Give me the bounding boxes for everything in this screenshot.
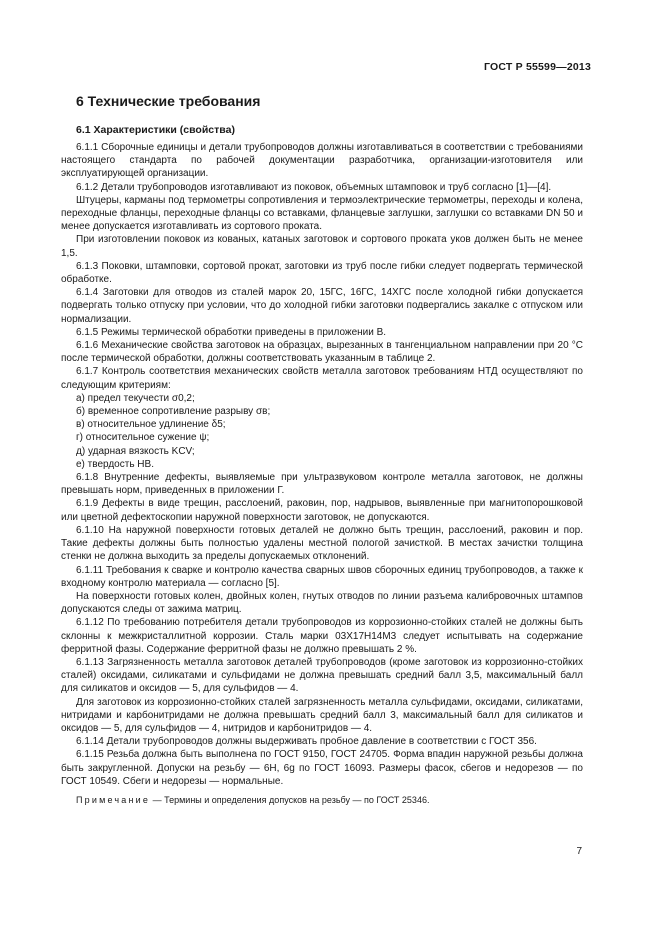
list-item-e: д) ударная вязкость KCV; — [76, 445, 195, 457]
paragraph-6-1-13: 6.1.13 Загрязненность металла заготовок деталей трубопроводов (кроме заготовок из коррозионно-стойких сталей) оксидами, силикатами и сульфидами не должна превышать средний балл 3,5, максимальный балл для силикатов и оксидов — 5, для сульфидов — 4. — [61, 656, 583, 695]
paragraph-6-1-4: 6.1.4 Заготовки для отводов из сталей марок 20, 15ГС, 16ГС, 14ХГС после холодной гибки допускается подвергать только отпуску при условии, что до холодной гибки заготовки подвергались закалке с отпуском или нормализации. — [61, 287, 583, 325]
paragraph-6-1-12: 6.1.12 По требованию потребителя детали трубопроводов из коррозионно-стойких сталей не должны быть склонны к межкристаллитной коррозии. Сталь марки 03Х17Н14М3 следует испытывать на содержание ферритной фазы. Содержание ферритной фазы не должно превышать 2 %. — [61, 617, 583, 655]
list-item-a: а) предел текучести σ0,2; — [76, 392, 195, 404]
paragraph-6-1-9: 6.1.9 Дефекты в виде трещин, расслоений, раковин, пор, надрывов, выявленные при магнитопорошковой или цветной дефектоскопии наружной поверхности заготовок, не допускаются. — [61, 498, 583, 523]
paragraph-6-1-15: 6.1.15 Резьба должна быть выполнена по ГОСТ 9150, ГОСТ 24705. Форма впадин наружной резьбы должна быть закругленной. Допуски на резьбу — 6H, 6g по ГОСТ 16093. Размеры фасок, сбегов и недорезов — по ГОСТ 10549. Сбеги и недорезы — нормальные. — [61, 749, 583, 787]
list-item-d: г) относительное сужение ψ; — [76, 432, 210, 444]
paragraph-fittings: Штуцеры, карманы под термометры сопротивления и термоэлектрические термометры, переходы и колена, переходные фланцы, переходные фланцы со вставками, фланцевые заглушки, заглушки со вставками DN 50 и менее допускается изготавливать из сортового проката. — [61, 194, 583, 233]
paragraph-6-1-5: 6.1.5 Режимы термической обработки приведены в приложении В. — [76, 326, 387, 338]
note — [61, 794, 583, 807]
paragraph-6-1-3: 6.1.3 Поковки, штамповки, сортовой прокат, заготовки из труб после гибки следует подвергать термической обработке. — [61, 260, 583, 286]
document-code: ГОСТ Р 55599—2013 — [483, 61, 591, 73]
body-text — [61, 141, 583, 807]
paragraph-6-1-8: 6.1.8 Внутренние дефекты, выявляемые при ультразвуковом контроле металла заготовок, не должны превышать норм, приведенных в приложении Г. — [61, 472, 583, 497]
paragraph-forging-ratio: При изготовлении поковок из кованых, катаных заготовок и сортового проката уков должен быть не менее 1,5. — [61, 234, 583, 259]
paragraph-6-1-11: 6.1.11 Требования к сварке и контролю качества сварных швов сборочных единиц трубопроводов, а также к входному контролю материала — согласно [5]. — [61, 564, 583, 589]
paragraph-die-marks: На поверхности готовых колен, двойных колен, гнутых отводов по линии разъема калибровочных штампов допускаются следы от зажима матриц. — [61, 590, 583, 616]
paragraph-stainless-inclusions: Для заготовок из коррозионно-стойких сталей загрязненность металла сульфидами, оксидами, силикатами, нитридами и карбонитридами не должна превышать средний балл 3, максимальный балл для силикатов и оксидов — 5, для сульфидов — 4, нитридов и карбонитридов — 4. — [61, 696, 583, 734]
paragraph-6-1-6: 6.1.6 Механические свойства заготовок на образцах, вырезанных в тангенциальном направлении при 20 °С после термической обработки, должны соответствовать указанным в таблице 2. — [61, 340, 583, 365]
note-label: Примечание — [76, 794, 151, 805]
paragraph-6-1-14: 6.1.14 Детали трубопроводов должны выдерживать пробное давление в соответствии с ГОСТ 356. — [76, 736, 537, 748]
section-title: 6 Технические требования — [76, 93, 261, 109]
page-number: 7 — [576, 846, 582, 857]
list-item-c: в) относительное удлинение δ5; — [76, 419, 226, 431]
list-item-f: е) твердость HB. — [76, 458, 154, 470]
paragraph-6-1-10: 6.1.10 На наружной поверхности готовых деталей не должно быть трещин, расслоений, раковин и пор. Такие дефекты должны быть полностью удалены местной пологой зачисткой. В местах зачистки толщина стенки не должна выходить за пределы допускаемых отклонений. — [61, 524, 583, 563]
list-item-b: б) временное сопротивление разрыву σв; — [76, 406, 271, 418]
paragraph-6-1-1: 6.1.1 Сборочные единицы и детали трубопроводов должны изготавливаться в соответствии с требованиями настоящего стандарта по рабочей документации разработчика, организации-изготовителя или эксплуатирующей организации. — [61, 142, 583, 180]
paragraph-6-1-7: 6.1.7 Контроль соответствия механических свойств металла заготовок требованиям НТД осуществляют по следующим критериям: — [61, 366, 583, 391]
paragraph-6-1-2: 6.1.2 Детали трубопроводов изготавливают из поковок, объемных штамповок и труб согласно [1]—[4]. — [76, 181, 552, 193]
subsection-title: 6.1 Характеристики (свойства) — [76, 124, 235, 136]
note-text: — Термины и определения допусков на резьбу — по ГОСТ 25346. — [150, 794, 430, 805]
